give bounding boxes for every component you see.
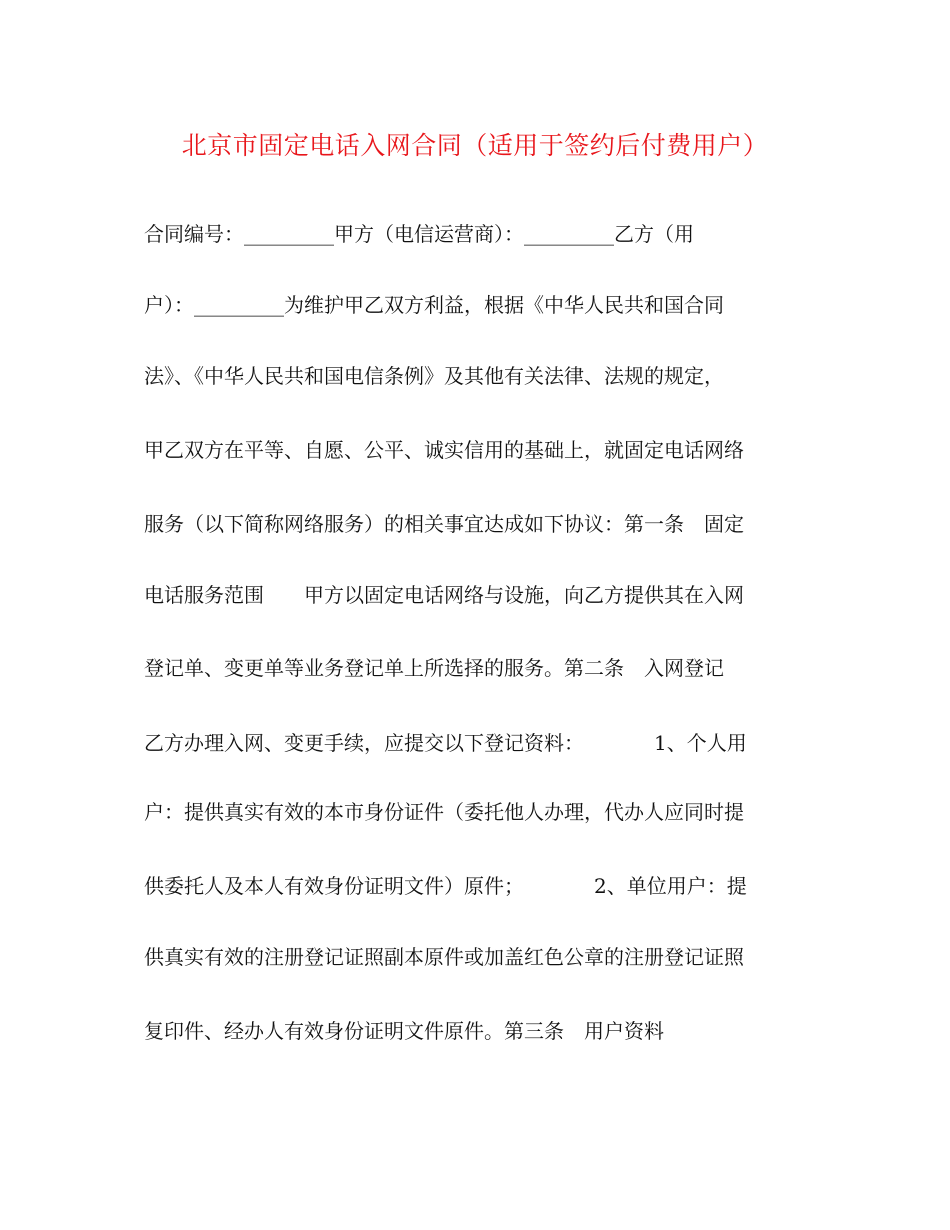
body-line-6: 电话服务范围 甲方以固定电话网络与设施，向乙方提供其在入网 (144, 583, 744, 607)
body-line-5: 服务（以下简称网络服务）的相关事宜达成如下协议：第一条 固定 (144, 512, 744, 536)
body-line-10: 供委托人及本人有效身份证明文件）原件； 2、单位用户：提 (144, 874, 747, 898)
body-line-2: 户）：_________为维护甲乙双方利益，根据《中华人民共和国合同 (144, 293, 724, 317)
body-line-7: 登记单、变更单等业务登记单上所选择的服务。第二条 入网登记 (144, 656, 724, 680)
body-line-9: 户：提供真实有效的本市身份证件（委托他人办理，代办人应同时提 (144, 800, 744, 824)
body-line-11: 供真实有效的注册登记证照副本原件或加盖红色公章的注册登记证照 (144, 945, 744, 969)
body-line-1: 合同编号：_________甲方（电信运营商）：_________乙方（用 (144, 222, 694, 246)
body-line-12: 复印件、经办人有效身份证明文件原件。第三条 用户资料 (144, 1019, 664, 1043)
body-line-3: 法》、《中华人民共和国电信条例》及其他有关法律、法规的规定， (144, 364, 724, 388)
body-line-4: 甲乙双方在平等、自愿、公平、诚实信用的基础上，就固定电话网络 (144, 438, 744, 462)
document-title: 北京市固定电话入网合同（适用于签约后付费用户） (181, 131, 769, 160)
body-line-8: 乙方办理入网、变更手续，应提交以下登记资料： 1、个人用 (144, 731, 747, 755)
